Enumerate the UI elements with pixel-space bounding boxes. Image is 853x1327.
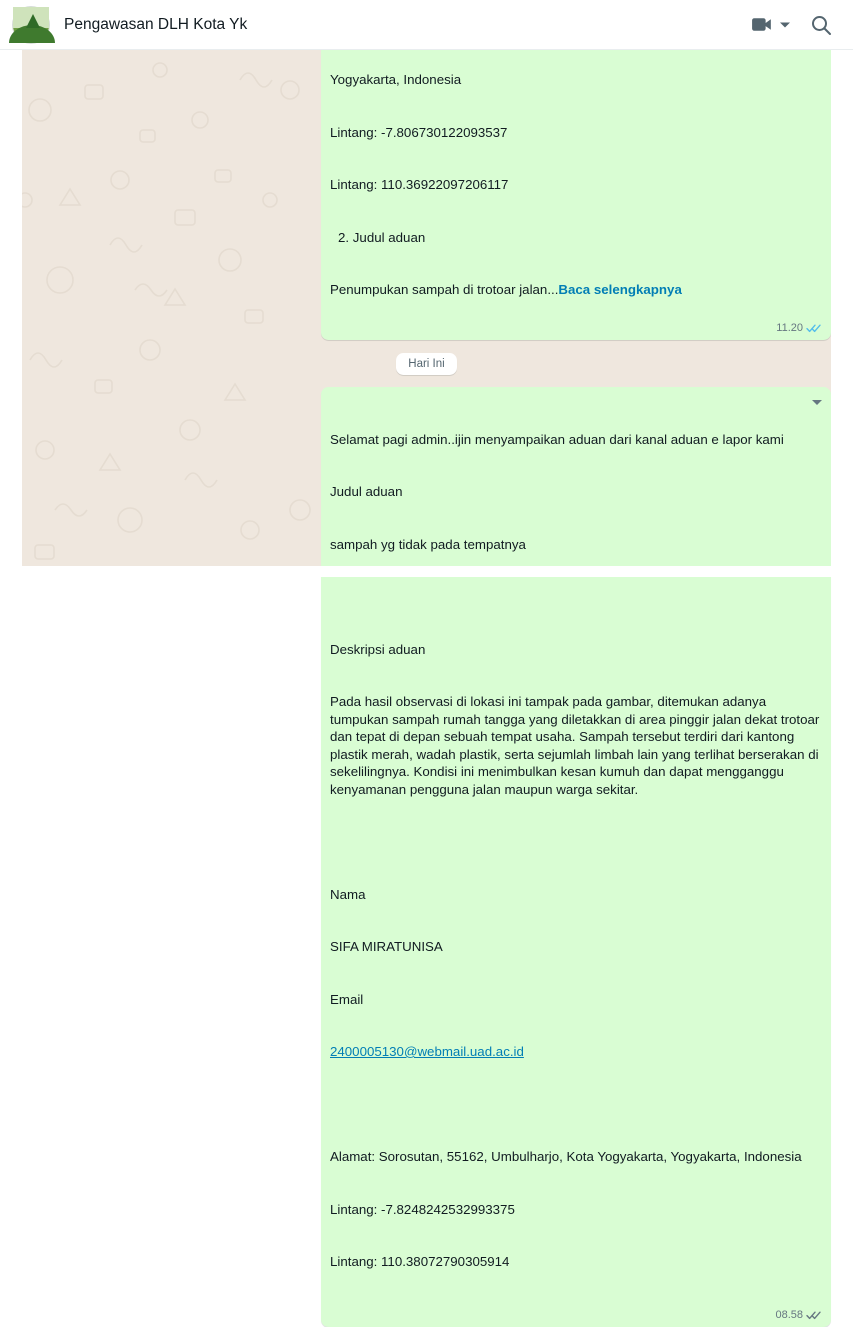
chat-title: Pengawasan DLH Kota Yk: [64, 15, 248, 33]
message-bubble-1[interactable]: [321, 36, 831, 340]
message-body-text-1: Penumpukan sampah di trotoar jalan...: [330, 282, 559, 297]
chevron-down-icon-message[interactable]: [808, 393, 826, 411]
spacer-2: [330, 833, 822, 851]
label-nama: Nama: [330, 886, 366, 902]
message-row-outgoing-1: [22, 36, 831, 340]
value-deskripsi-aduan: Pada hasil observasi di lokasi ini tampak pada gambar, ditemukan adanya tumpukan sampah rumah tangga yang diletakkan di area pinggir jalan dekat trotoar dan tepat di depan sebuah tempat usaha. Sampah tersebut terdiri dari kantong plastik merah, wadah plastik, serta sejumlah limbah lain yang terlihat berserakan di sekelilingnya. Kondisi ini menimbulkan kesan kumuh dan dapat mengganggu kenyamanan pengguna jalan maupun warga sekitar.: [330, 694, 824, 797]
chat-header: [0, 0, 853, 50]
value-lintang-1: Lintang: -7.8248242532993375: [330, 1201, 515, 1217]
message-text-1: [330, 36, 822, 334]
message-row-outgoing-2: [22, 387, 831, 1327]
value-email: [330, 1043, 822, 1061]
avatar-tree: [26, 14, 40, 28]
value-alamat: Alamat: Sorosutan, 55162, Umbulharjo, Kota Yogyakarta, Yogyakarta, Indonesia: [330, 1149, 802, 1164]
spacer-3: [330, 1096, 822, 1114]
messages-container: [0, 50, 853, 1321]
right-gutter: [831, 50, 853, 577]
message-lat-1: Lintang: -7.806730122093537: [330, 124, 508, 140]
delivered-receipt-icon-2: [806, 1310, 822, 1321]
date-divider-row: [22, 353, 831, 375]
left-gutter: [0, 50, 22, 577]
label-email: Email: [330, 991, 364, 1007]
header-actions: [750, 12, 841, 37]
email-link[interactable]: 2400005130@webmail.uad.ac.id: [330, 1044, 524, 1059]
message-partial-top: Yogyakarta, Indonesia: [330, 72, 462, 87]
message-time-2: 08.58: [775, 1308, 803, 1321]
date-divider-chip: Hari Ini: [396, 353, 456, 375]
label-judul-aduan: Judul aduan: [330, 484, 403, 499]
chat-message-area[interactable]: [0, 50, 853, 1321]
video-camera-icon[interactable]: [750, 12, 775, 37]
message-time-1: 11.20: [776, 321, 803, 334]
bottom-strip: [0, 566, 853, 577]
read-receipt-icon-1: [806, 323, 822, 334]
message-body-1: [330, 281, 822, 299]
value-nama: SIFA MIRATUNISA: [330, 939, 443, 954]
message-title-num-1: 2. Judul aduan: [338, 229, 426, 245]
chevron-down-icon[interactable]: [779, 19, 791, 31]
message-text-2: [330, 396, 822, 1306]
message-lng-1: Lintang: 110.36922097206117: [330, 177, 509, 192]
value-judul-aduan: sampah yg tidak pada tempatnya: [330, 536, 526, 552]
video-call-button[interactable]: [750, 12, 791, 37]
message-greeting: Selamat pagi admin..ijin menyampaikan aduan dari kanal aduan e lapor kami: [330, 431, 784, 447]
search-icon[interactable]: [809, 13, 833, 37]
avatar[interactable]: [12, 6, 50, 44]
read-more-link-1[interactable]: Baca selengkapnya: [558, 282, 682, 297]
value-lintang-2: Lintang: 110.38072790305914: [330, 1254, 510, 1269]
label-deskripsi-aduan: Deskripsi aduan: [330, 641, 426, 657]
spacer-1: [330, 588, 822, 606]
message-meta-2: [330, 1308, 822, 1323]
message-bubble-2[interactable]: [321, 387, 831, 1327]
message-meta-1: [776, 321, 822, 336]
